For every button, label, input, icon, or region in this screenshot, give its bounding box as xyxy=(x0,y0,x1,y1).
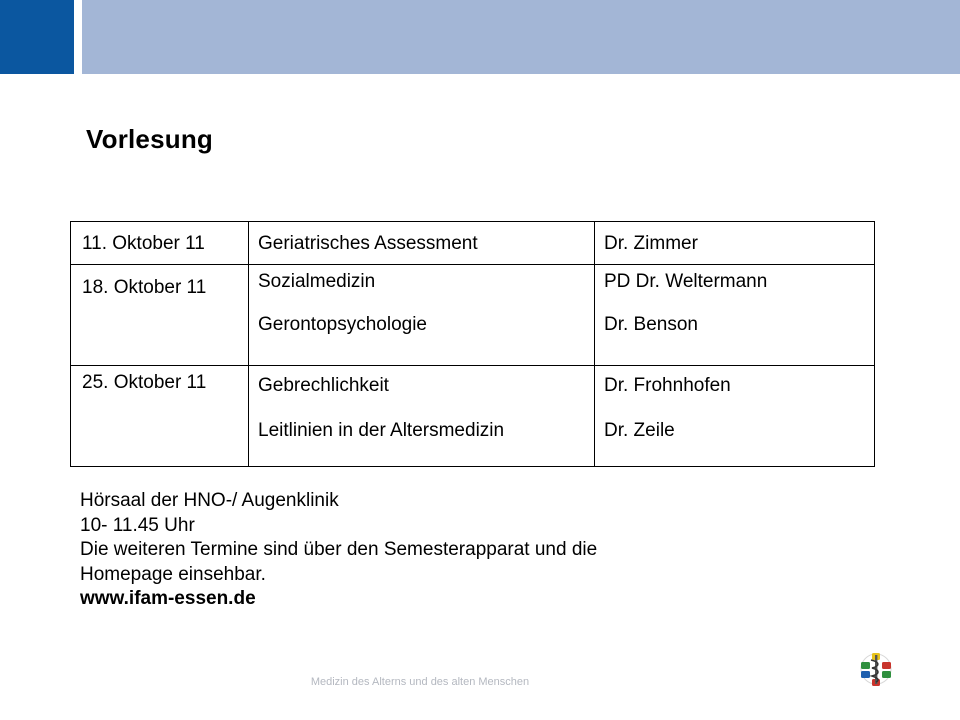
slide-title: Vorlesung xyxy=(86,124,214,154)
topic-text: Geriatrisches Assessment xyxy=(258,233,478,254)
lecturer-text: Dr. Benson xyxy=(604,314,698,335)
date-cell: 11. Oktober 11 xyxy=(71,222,249,265)
table-row xyxy=(71,222,875,265)
topic-text: Sozialmedizin xyxy=(258,271,376,292)
info-block xyxy=(80,489,597,612)
topic-text: Gebrechlichkeit xyxy=(258,375,389,396)
date-cell: 18. Oktober 11 xyxy=(71,265,249,366)
lecturer-text: Dr. Zimmer xyxy=(604,233,698,254)
ifam-logo-icon xyxy=(856,648,896,690)
lecturer-text: Dr. Frohnhofen xyxy=(604,375,731,396)
lecturer-cell xyxy=(595,222,875,265)
time-text: 10- 11.45 Uhr xyxy=(80,514,195,536)
topic-cell xyxy=(249,222,595,265)
lecturer-cell xyxy=(595,265,875,366)
date-cell: 25. Oktober 11 xyxy=(71,366,249,467)
topic-cell xyxy=(249,265,595,366)
table-row xyxy=(71,265,875,366)
header-bar-light xyxy=(82,0,960,74)
location-text: Hörsaal der HNO-/ Augenklinik xyxy=(80,490,339,511)
topic-cell xyxy=(249,366,595,467)
note-line: Homepage einsehbar. xyxy=(80,563,266,585)
table-row xyxy=(71,366,875,467)
topic-text: Gerontopsychologie xyxy=(258,314,427,335)
header-bar-dark xyxy=(0,0,74,74)
topic-text: Leitlinien in der Altersmedizin xyxy=(258,420,505,441)
lecturer-text: Dr. Zeile xyxy=(604,420,675,441)
footer-text: Medizin des Alterns und des alten Menschen xyxy=(310,676,530,688)
lecturer-text: PD Dr. Weltermann xyxy=(604,271,768,292)
schedule-table xyxy=(70,221,875,467)
website-link[interactable]: www.ifam-essen.de xyxy=(80,588,256,609)
note-line: Die weiteren Termine sind über den Semesterapparat und die xyxy=(80,539,598,560)
lecturer-cell xyxy=(595,366,875,467)
